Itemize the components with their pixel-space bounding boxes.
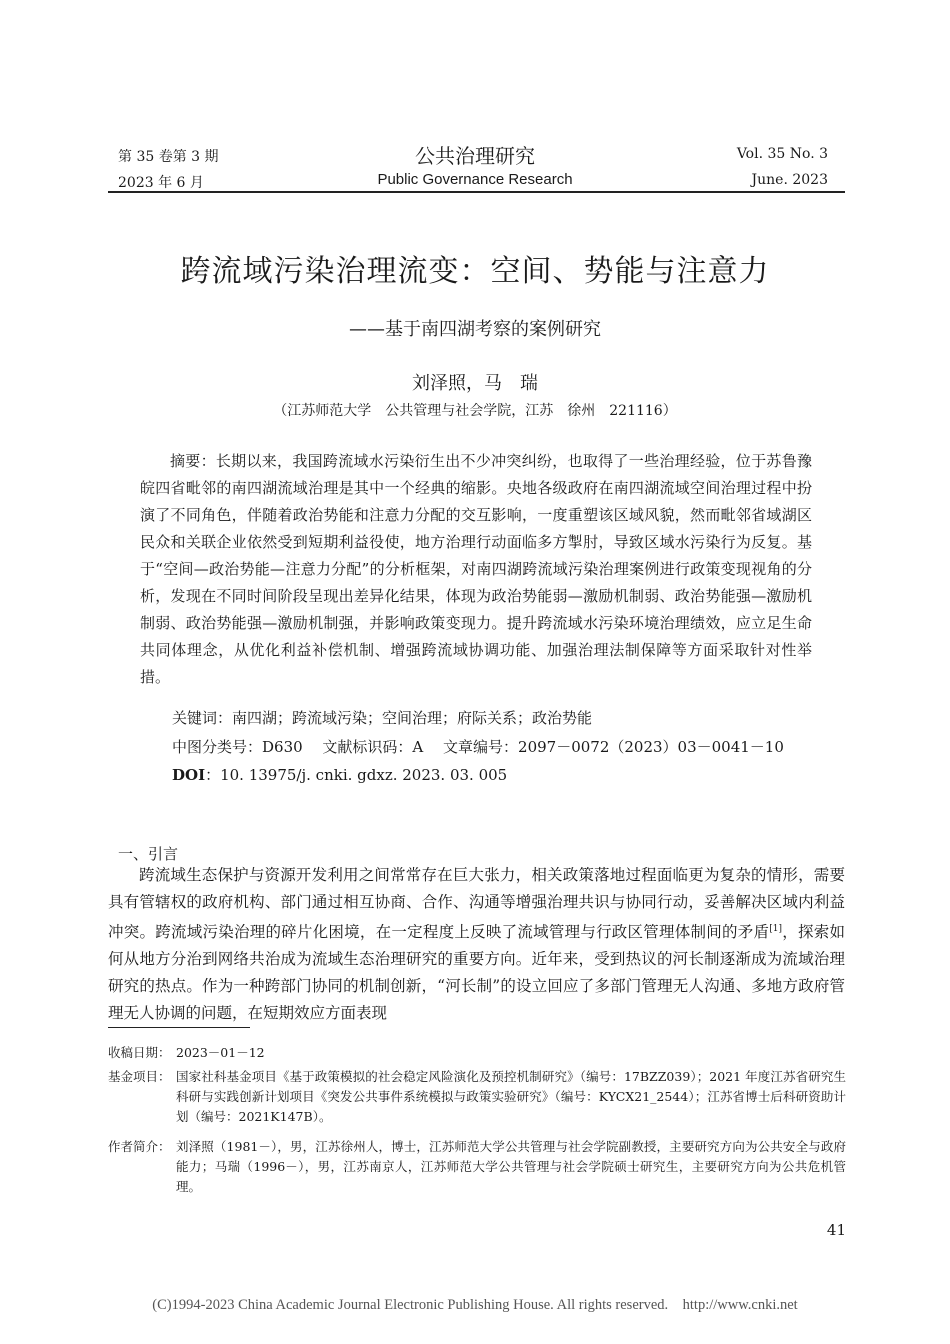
copyright-text: (C)1994-2023 China Academic Journal Electronic Publishing House. All rights reserved. [152,1297,669,1313]
section-heading: 一、引言 [118,845,179,863]
cnki-url[interactable]: http://www.cnki.net [682,1297,798,1313]
paragraph-text-part-1: 跨流域生态保护与资源开发利用之间常常存在巨大张力，相关政策落地过程面临更为复杂的情形，需要具有管辖权的政府机构、部门通过相互协商、合作、沟通等增强治理共识与协同行动，妥善解决区域内利益冲突。跨流域污染治理的碎片化困境，在一定程度上反映了流域管理与行政区管理体制间的矛盾 [108,866,845,942]
journal-name-en: Public Governance Research [377,171,573,188]
date-cn: 2023 年 6 月 [118,175,204,191]
fund-label: 基金项目： [108,1069,171,1084]
author-bio: 刘泽照（1981－），男，江苏徐州人，博士，江苏师范大学公共管理与社会学院副教授，主要研究方向为公共安全与政府能力；马瑞（1996－），男，江苏南京人，江苏师范大学公共管理与社会学院硕士研究生，主要研究方向为公共危机管理。 [176,1139,846,1194]
header-rule [108,191,845,193]
volume-issue-en: Vol. 35 No. 3 [736,146,828,162]
body-paragraph [108,862,845,1027]
citation-ref: [1] [769,924,782,934]
affiliation: （江苏师范大学 公共管理与社会学院，江苏 徐州 221116） [273,403,677,419]
classification-codes: 中图分类号：D630 文献标识码：A 文章编号：2097－0072（2023）03－0041－10 [172,738,784,756]
article-subtitle: ——基于南四湖考察的案例研究 [349,319,601,340]
author-bio-label: 作者简介： [108,1139,171,1154]
received-label: 收稿日期： [108,1045,171,1060]
authors: 刘泽照，马 瑞 [412,373,538,394]
paragraph-text-part-2: ，探索如何从地方分治到网络共治成为流域生态治理研究的重要方向。近年来，受到热议的河长制逐渐成为流域治理研究的热点。作为一种跨部门协同的机制创新，“河长制”的设立回应了多部门管理无人沟通、多地方政府管理无人协调的问题，在短期效应方面表现 [108,923,845,1023]
article-title: 跨流域污染治理流变：空间、势能与注意力 [180,254,770,289]
copyright-footer [0,1297,950,1314]
keywords: 关键词：南四湖；跨流域污染；空间治理；府际关系；政治势能 [172,709,593,727]
abstract: 摘要：长期以来，我国跨流域水污染衍生出不少冲突纠纷，也取得了一些治理经验，位于苏鲁豫皖四省毗邻的南四湖流域治理是其中一个经典的缩影。央地各级政府在南四湖流域空间治理过程中扮演了不同角色，伴随着政治势能和注意力分配的交互影响，一度重塑该区域风貌，然而毗邻省域湖区民众和关联企业依然受到短期利益役使，地方治理行动面临多方掣肘，导致区域水污染行为反复。基于“空间—政治势能—注意力分配”的分析框架，对南四湖跨流域污染治理案例进行政策变现视角的分析，发现在不同时间阶段呈现出差异化结果，体现为政治势能弱—激励机制弱、政治势能强—激励机制弱、政治势能强—激励机制强，并影响政策变现力。提升跨流域水污染环境治理绩效，应立足生命共同体理念，从优化利益补偿机制、增强跨流域协调功能、加强治理法制保障等方面采取针对性举措。 [140,452,812,686]
doi [172,764,822,785]
fund-info: 国家社科基金项目《基于政策模拟的社会稳定风险演化及预控机制研究》（编号：17BZZ039）；2021 年度江苏省研究生科研与实践创新计划项目《突发公共事件系统模拟与政策实验研究》（编号：KYCX21_2544）；江苏省博士后科研资助计划（编号：2021K147B）。 [176,1069,846,1124]
doi-value: ：10. 13975/j. cnki. gdxz. 2023. 03. 005 [205,766,508,784]
page-number: 41 [826,1221,846,1239]
doi-label: DOI [172,766,206,784]
footnote-rule [108,1027,250,1028]
volume-issue-cn: 第 35 卷第 3 期 [118,149,219,165]
received-date: 2023－01－12 [176,1045,265,1060]
date-en: June. 2023 [751,172,828,188]
journal-name-cn: 公共治理研究 [415,144,535,168]
